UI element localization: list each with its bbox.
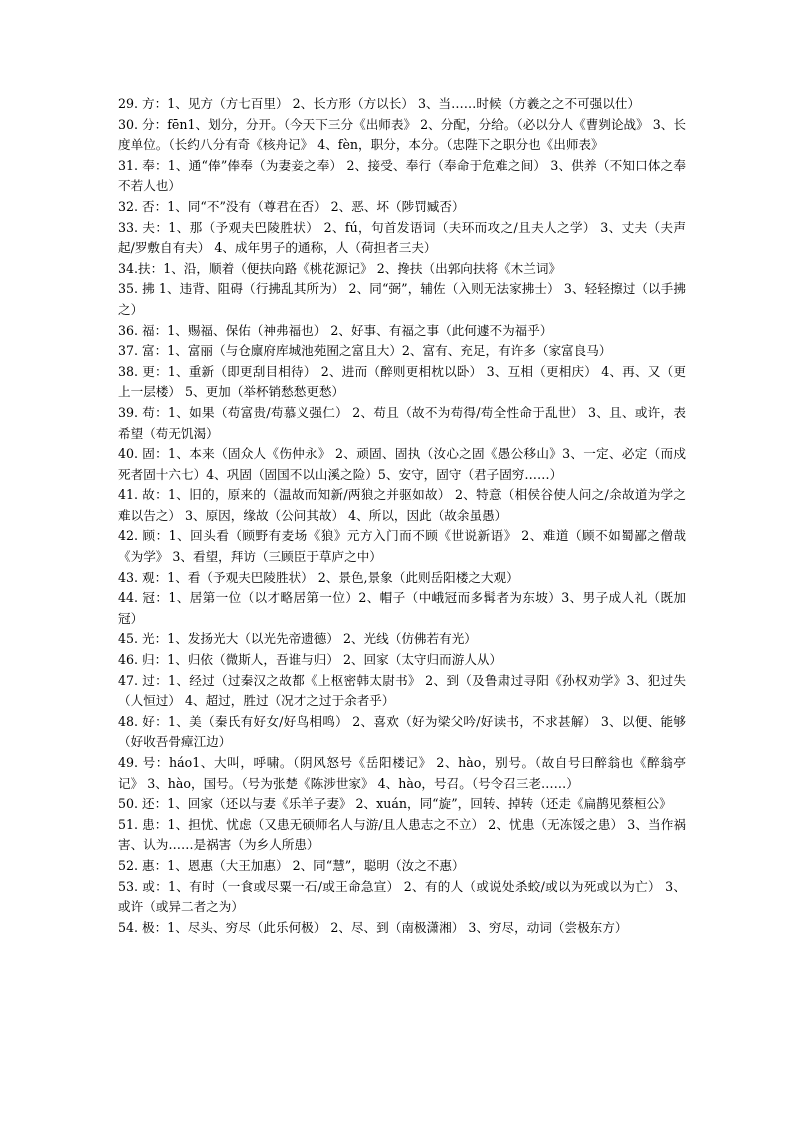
entry-49: 49. 号：háo1、大叫，呼啸。（阴风怒号《岳阳楼记》 2、hào，别号。（故自号曰醉翁也《醉翁亭记》 3、hào，国号。（号为张楚《陈涉世家》 4、hào，号召。（号令召三老……） xyxy=(118,755,686,791)
entry-45: 45. 光：1、发扬光大（以光先帝遗德） 2、光线（仿佛若有光） xyxy=(118,631,477,647)
entry-30: 30. 分：fēn1、划分，分开。（今天下三分《出师表》 2、分配，分给。（必以分人《曹刿论战》 3、长度单位。（长约八分有奇《核舟记》 4、fèn，职分，本分。（忠陛下之职分也《出师表》 xyxy=(118,116,686,153)
entry-53: 53. 或：1、有时（一食或尽粟一石/或王命急宣） 2、有的人（或说处杀蛟/或以为死或以为亡） 3、或许（或异二者之为） xyxy=(118,878,686,915)
entry-52: 52. 惠：1、恩惠（大王加惠） 2、同“慧”，聪明（汝之不惠） xyxy=(118,857,465,873)
entry-29: 29. 方：1、见方（方七百里） 2、长方形（方以长） 3、当……时候（方羲之之不可强以仕） xyxy=(118,96,641,111)
entry-48: 48. 好：1、美（秦氏有好女/好鸟相鸣） 2、喜欢（好为梁父吟/好读书，不求甚解） 3、以便、能够（好收吾骨瘴江边） xyxy=(118,713,686,750)
entry-36: 36. 福：1、赐福、保佑（神弗福也） 2、好事、有福之事（此何遽不为福乎） xyxy=(118,322,553,338)
entry-54: 54. 极：1、尽头、穷尽（此乐何极） 2、尽、到（南极潇湘） 3、穷尽，动词（尝极东方） xyxy=(118,919,628,935)
entry-40: 40. 固：1、本来（固众人《伤仲永》 2、顽固、固执（汝心之固《愚公移山》3、一定、必定（而戍死者固十六七）4、巩固（固国不以山溪之险）5、安守，固守（君子固穷……） xyxy=(118,446,686,482)
entry-32: 32. 否：1、同“不”没有（尊君在否） 2、恶、坏（陟罚臧否） xyxy=(118,198,465,214)
entry-31: 31. 奉：1、通“俸”俸奉（为妻妾之奉） 2、接受、奉行（奉命于危难之间） 3、供养（不知口体之奉不若人也） xyxy=(118,157,686,194)
entry-43: 43. 观：1、看（予观夫巴陵胜状） 2、景色,景象（此则岳阳楼之大观） xyxy=(118,569,519,585)
entry-50: 50. 还：1、回家（还以与妻《乐羊子妻》 2、xuán，同“旋”，回转、掉转（还走《扁鹊见蔡桓公》 xyxy=(118,796,672,812)
entry-37: 37. 富：1、富丽（与仓廪府库城池苑囿之富且大）2、富有、充足，有许多（家富良马） xyxy=(118,343,612,359)
entry-42: 42. 顾：1、回头看（顾野有麦场《狼》元方入门而不顾《世说新语》 2、难道（顾不如蜀鄙之僧哉《为学》 3、看望，拜访（三顾臣于草庐之中） xyxy=(118,528,686,565)
entry-44: 44. 冠：1、居第一位（以才略居第一位）2、帽子（中峨冠而多髯者为东坡）3、男子成人礼（既加冠） xyxy=(118,590,686,626)
entry-46: 46. 归：1、归依（微斯人，吾谁与归） 2、回家（太守归而游人从） xyxy=(118,652,503,668)
entry-35: 35. 拂 1、违背、阻碍（行拂乱其所为） 2、同“弼”，辅佐（入则无法家拂士） 3、轻轻擦过（以手拂之） xyxy=(118,281,686,317)
entry-47: 47. 过：1、经过（过秦汉之故都《上枢密韩太尉书》 2、到（及鲁肃过寻阳《孙权劝学》3、犯过失（人恒过） 4、超过，胜过（况才之过于余者乎） xyxy=(118,672,686,709)
entry-39: 39. 苟：1、如果（苟富贵/苟慕义强仁） 2、苟且（故不为苟得/苟全性命于乱世） 3、且、或许，表希望（苟无饥渴） xyxy=(118,404,686,441)
entry-38: 38. 更：1、重新（即更刮目相待） 2、进而（醉则更相枕以卧） 3、互相（更相庆） 4、再、又（更上一层楼） 5、更加（举杯销愁愁更愁） xyxy=(118,363,686,400)
entry-51: 51. 患：1、担忧、忧虑（又患无硕师名人与游/且人患志之不立） 2、忧患（无冻馁之患） 3、当作祸害、认为……是祸害（为乡人所患） xyxy=(118,816,686,853)
entry-41: 41. 故：1、旧的，原来的（温故而知新/两狼之并驱如故） 2、特意（相侯谷使人问之/余故道为学之难以告之） 3、原因，缘故（公问其故） 4、所以，因此（故余虽愚） xyxy=(118,487,686,523)
entry-33: 33. 夫：1、那（予观夫巴陵胜状） 2、fú，句首发语词（夫环而攻之/且夫人之学） 3、丈夫（夫声起/罗敷自有夫） 4、成年男子的通称，人（荷担者三夫） xyxy=(118,219,686,256)
vocabulary-list xyxy=(118,94,686,938)
entry-34: 34.扶：1、沿，顺着（便扶向路《桃花源记》 2、搀扶（出郭向扶将《木兰词》 xyxy=(118,260,562,276)
